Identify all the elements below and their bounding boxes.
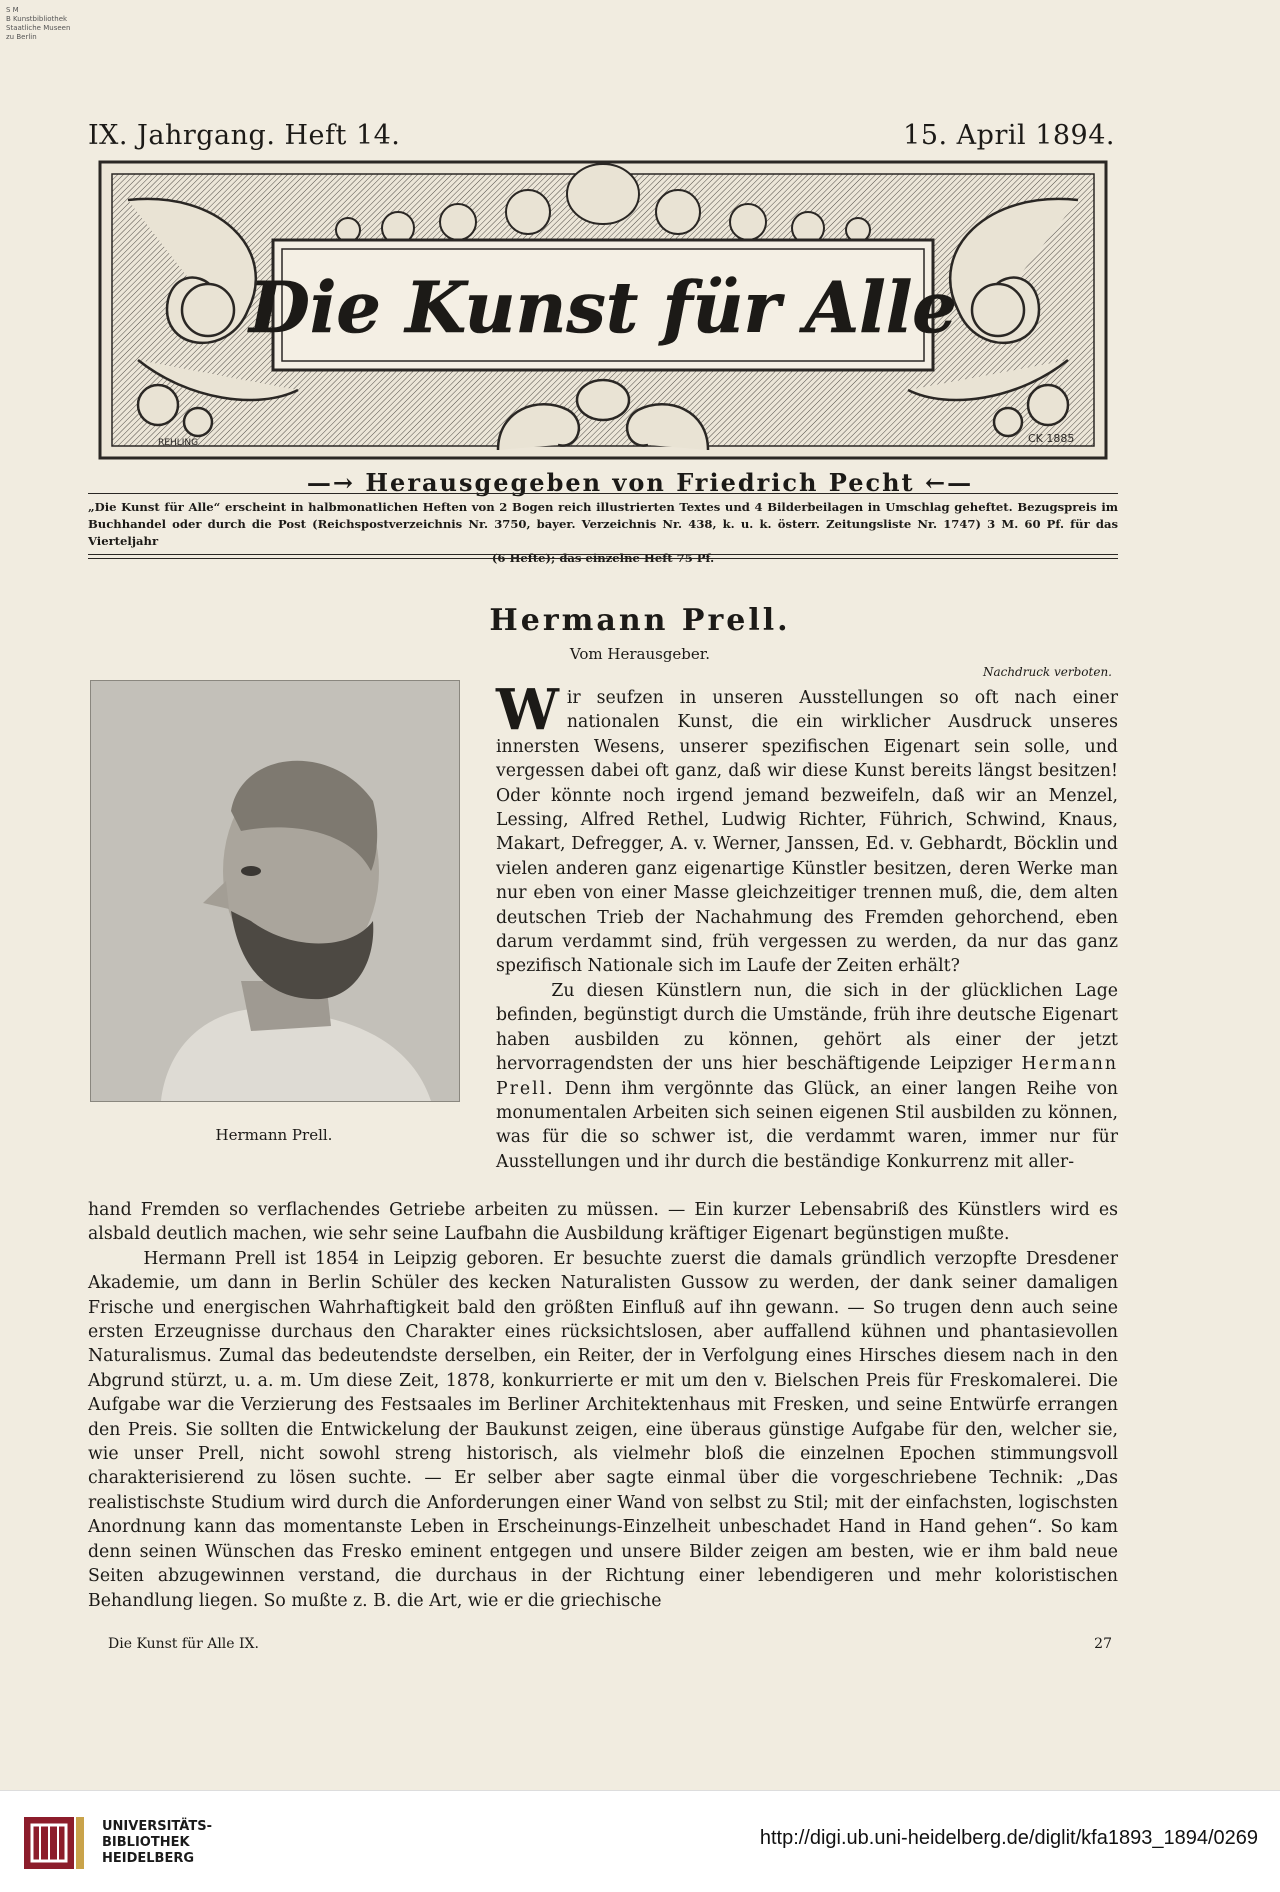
university-library-logo-icon	[22, 1813, 86, 1873]
publisher-line: —→ Herausgegeben von Friedrich Pecht ←—	[306, 468, 974, 497]
rule-bottom-double	[88, 558, 1118, 559]
masthead-title: Die Kunst für Alle	[249, 266, 957, 349]
article-column-full	[88, 1198, 1118, 1613]
page-number: 27	[1094, 1636, 1112, 1652]
portrait-photo	[90, 680, 460, 1102]
article-title: Hermann Prell.	[489, 603, 791, 638]
engraver-signature: REHLING	[158, 438, 199, 448]
subscription-last-line: (6 Hefte); das einzelne Heft 75 Pf.	[491, 551, 715, 565]
stamp-line: S M	[6, 6, 19, 14]
article-column-right	[496, 677, 1119, 1174]
paragraph-1	[496, 677, 1118, 979]
rule-bottom	[88, 554, 1118, 555]
portrait-illustration	[91, 681, 459, 1101]
paragraph-2	[496, 979, 1118, 1174]
artist-signature: CK 1885	[1028, 432, 1075, 445]
permalink-url[interactable]: http://digi.ub.uni-heidelberg.de/diglit/kfa1893_1894/0269	[759, 1827, 1258, 1849]
artist-name: Hermann Prell.	[496, 1054, 1119, 1099]
stamp-line: Staatliche Museen	[6, 24, 71, 32]
stamp-line: B Kunstbibliothek	[6, 15, 68, 23]
library-footer-bar	[0, 1790, 1280, 1892]
paragraph-2-text: Zu diesen Künstlern nun, die sich in der glücklichen Lage befinden, begünstigt durch die Umstände, früh ihre deutsche Eigenart haben ausbilden zu können, gehört als einer der jetzt hervorragendsten der uns hier beschäftigende Leipziger	[496, 980, 1118, 1075]
paragraph-2-text-b: Denn ihm vergönnte das Glück, an einer langen Reihe von monumentalen Arbeiten sich seinen eigenen Stil ausbilden zu können, was für die so schwer ist, die verdammt waren, immer nur für Ausstellungen und ihr durch die beständige Konkurrenz mit aller-	[496, 1078, 1118, 1172]
footer-journal: Die Kunst für Alle IX.	[108, 1636, 259, 1652]
subscription-text: „Die Kunst für Alle“ erscheint in halbmonatlichen Heften von 2 Bogen reich illustrierten Textes und 4 Bilderbeilagen in Umschlag geheftet. Bezugspreis im Buchhandel oder durch die Post (Reichspostverzeichnis Nr. 3750, bayer. Verzeichnis Nr. 438, k. u. k. österr. Zeitungsliste Nr. 1747) 3 M. 60 Pf. für das Vierteljahr	[88, 500, 1118, 548]
paragraph-1-text: ir seufzen in unseren Ausstellungen so oft nach einer nationalen Kunst, die ein wirklicher Ausdruck unseres innersten Wesens, unserer spezifischen Eigenart sein solle, und vergessen dabei oft ganz, daß wir diese Kunst bereits längst besitzen! Oder könnte noch irgend jemand bezweifeln, daß wir an Menzel, Lessing, Alfred Rethel, Ludwig Richter, Führich, Schwind, Knaus, Makart, Defregger, A. v. Werner, Janssen, Ed. v. Gebhardt, Böcklin und vielen anderen ganz eigenartige Künstler besitzen, deren Werke man nur eben von einer Masse gleichzeitiger trennen muß, die, dem alten deutschen Trieb der Nachahmung des Fremden gehorchend, eben darum verdammt sind, früh vergessen zu werden, da nur das ganz spezifisch Nationale sich im Laufe der Zeiten erhält?	[496, 688, 1118, 977]
library-name-line: UNIVERSITÄTS-	[102, 1819, 212, 1834]
paragraph-3: Hermann Prell ist 1854 in Leipzig geboren. Er besuchte zuerst die damals gründlich verzopfte Dresdener Akademie, um dann in Berlin Schüler des kecken Naturalisten Gussow zu werden, der dank seiner damaligen Frische und energischen Wahrhaftigkeit bald den größten Einfluß auf ihn gewann. — So trugen denn auch seine ersten Erzeugnisse durchaus den Charakter eines rücksichtslosen, aber auffallend kühnen und phantasievollen Naturalismus. Zumal das bedeutendste derselben, ein Reiter, der in Verfolgung eines Hirsches diesem nach in den Abgrund stürzt, u. a. m. Um diese Zeit, 1878, konkurrierte er mit um den v. Bielschen Preis für Freskomalerei. Die Aufgabe war die Verzierung des Festsaales im Berliner Architektenhaus mit Fresken, und seine Entwürfe errangen den Preis. Sie sollten die Entwickelung der Baukunst zeigen, eine überaus günstige Aufgabe für den, welcher sie, wie unser Prell, nicht sowohl streng historisch, als vielmehr bloß die einzelnen Epochen stimmungsvoll charakterisierend zu lösen suchte. — Er selber aber sagte einmal über die vorgeschriebene Technik: „Das realistischste Studium wird durch die Anforderungen einer Wand von selbst zu Stil; mit der einfachsten, logischsten Anordnung kann das momentanste Leben in Erscheinungs-Einzelheit unbeschadet Hand in Hand gehen“. So kam denn seinen Wünschen das Fresko eminent entgegen und unsere Bilder zeigen am besten, wie er ihm bald neue Seiten abzugewinnen verstand, die durchaus in der Richtung einer lebendigeren und mehr koloristischen Behandlung liegen. So mußte z. B. die Art, wie er die griechische	[88, 1248, 1118, 1611]
photo-caption: Hermann Prell.	[215, 1126, 333, 1144]
article-byline: Vom Herausgeber.	[569, 645, 711, 663]
library-name-line: HEIDELBERG	[102, 1851, 195, 1866]
library-name	[102, 1819, 212, 1867]
issue-date: 15. April 1894.	[903, 120, 1115, 151]
reprint-notice: Nachdruck verboten.	[982, 665, 1112, 679]
issue-number: IX. Jahrgang. Heft 14.	[88, 120, 401, 151]
subscription-info	[88, 499, 1118, 567]
library-stamp	[6, 6, 70, 42]
rule-top	[88, 493, 1118, 494]
stamp-line: zu Berlin	[6, 33, 37, 41]
masthead-banner	[98, 160, 1108, 460]
paragraph-2-continued: hand Fremden so verflachendes Getriebe arbeiten zu müssen. — Ein kurzer Lebensabriß des Künstlers wird es alsbald deutlich machen, wie sehr seine Laufbahn die Ausbildung kräftiger Eigenart begünstigen mußte.	[88, 1200, 1118, 1245]
library-name-line: BIBLIOTHEK	[102, 1835, 190, 1850]
drop-cap: W	[496, 677, 559, 743]
